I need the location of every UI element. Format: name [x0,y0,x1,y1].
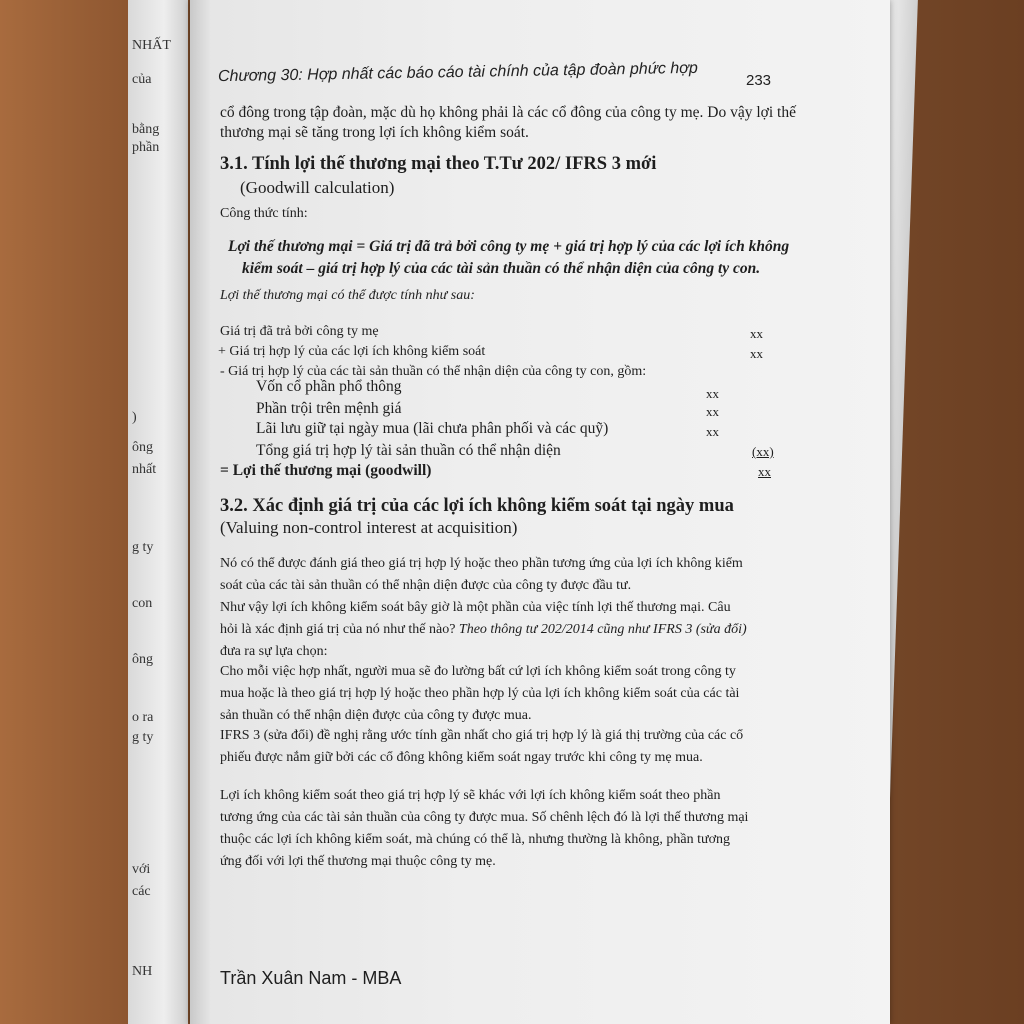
calc-row-label: Vốn cổ phần phổ thông [256,378,402,395]
calc-row-label: - Giá trị hợp lý của các tài sản thuần có thể nhận diện của công ty con, gồm: [220,364,647,379]
paragraph-line: soát của các tài sản thuần có thể nhận diện được của công ty được đầu tư. [220,578,632,593]
calc-row-label: Tổng giá trị hợp lý tài sản thuần có thể nhận diện [256,442,561,459]
left-fragment: bằng [132,122,160,137]
paragraph-line: Lợi ích không kiểm soát theo giá trị hợp lý sẽ khác với lợi ích không kiểm soát theo phần [220,788,721,803]
left-fragment: ) [132,410,137,425]
formula-line: Lợi thế thương mại = Giá trị đã trả bởi công ty mẹ + giá trị hợp lý của các lợi ích không [228,238,790,255]
left-fragment: phần [132,140,160,155]
section-heading: 3.2. Xác định giá trị của các lợi ích không kiểm soát tại ngày mua [220,496,734,516]
paragraph-line: đưa ra sự lựa chọn: [220,644,328,659]
paragraph-line: tương ứng của các tài sản thuần của công ty được mua. Số chênh lệch đó là lợi thế thương mại [220,810,749,825]
intro-line: thương mại sẽ tăng trong lợi ích không kiểm soát. [220,124,529,141]
left-page [128,0,188,1024]
paragraph-line: thuộc các lợi ích không kiểm soát, mà chúng có thể là, nhưng thường là không, phần tương [220,832,730,847]
paragraph-citation: Theo thông tư 202/2014 cũng như IFRS 3 (sửa đổi) [458,622,747,637]
chapter-header: Chương 30: Hợp nhất các báo cáo tài chính của tập đoàn phức hợp [217,59,698,86]
left-fragment: NH [132,964,153,979]
paragraph-line: Nó có thể được đánh giá theo giá trị hợp lý hoặc theo phần tương ứng của lợi ích không kiểm [220,556,743,571]
calc-row-value: xx [706,404,719,419]
paragraph-line: sản thuần có thể nhận diện được của công ty được mua. [220,708,532,723]
calc-row-label: + Giá trị hợp lý của các lợi ích không kiểm soát [218,344,486,359]
page-footer-author: Trần Xuân Nam - MBA [220,968,402,988]
left-fragment: g ty [132,730,154,745]
paragraph-line: ứng đối với lợi thế thương mại thuộc công ty mẹ. [220,854,496,869]
formula-label: Công thức tính: [220,206,308,221]
section-subheading: (Valuing non-control interest at acquisition) [220,518,518,537]
book-cover-edge [0,0,130,1024]
left-fragment: ông [132,652,153,667]
formula-line: kiểm soát – giá trị hợp lý của các tài sản thuần có thể nhận diện của công ty con. [242,260,761,277]
calc-row-value: xx [706,424,719,439]
calc-row-value: (xx) [752,444,774,459]
left-fragment: con [132,596,153,611]
section-subheading: (Goodwill calculation) [240,178,395,197]
calc-row-value: xx [750,326,763,341]
paragraph-line [220,622,747,638]
left-fragment: g ty [132,540,154,555]
calc-row-label: = Lợi thế thương mại (goodwill) [220,462,432,479]
left-fragment: NHẤT [132,38,171,53]
calc-row-value: xx [758,464,771,479]
book-page [190,0,890,1024]
left-fragment: o ra [132,710,154,725]
calc-row-label: Phần trội trên mệnh giá [256,400,402,417]
calc-row-value: xx [706,386,719,401]
left-fragment: của [132,72,152,87]
paragraph-line: Như vậy lợi ích không kiểm soát bây giờ là một phần của việc tính lợi thế thương mại. Câu [220,600,731,615]
calc-row-value: xx [750,346,763,361]
calc-row-label: Lãi lưu giữ tại ngày mua (lãi chưa phân phối và các quỹ) [256,420,609,437]
calc-intro: Lợi thế thương mại có thể được tính như sau: [220,288,475,303]
left-fragment: các [132,884,151,899]
intro-line: cổ đông trong tập đoàn, mặc dù họ không phải là các cổ đông của công ty mẹ. Do vậy lợi thế [220,104,796,121]
left-fragment: nhất [132,462,157,477]
paragraph-line: phiếu được nắm giữ bởi các cổ đông không kiểm soát ngay trước khi công ty mẹ mua. [220,750,703,765]
page-number: 233 [746,72,772,89]
paragraph-text: hỏi là xác định giá trị của nó như thế nào? [220,622,459,637]
section-heading: 3.1. Tính lợi thế thương mại theo T.Tư 202/ IFRS 3 mới [220,154,657,174]
paragraph-line: Cho mỗi việc hợp nhất, người mua sẽ đo lường bất cứ lợi ích không kiểm soát trong công ty [220,664,736,679]
left-fragment: ông [132,440,153,455]
paragraph-line: IFRS 3 (sửa đổi) đề nghị rằng ước tính gần nhất cho giá trị hợp lý là giá thị trường của các cổ [220,728,744,743]
calc-row-label: Giá trị đã trả bởi công ty mẹ [220,324,379,339]
paragraph-line: mua hoặc là theo giá trị hợp lý hoặc theo phần hợp lý của lợi ích không kiểm soát của các tài [220,686,740,701]
left-fragment: với [132,862,151,877]
